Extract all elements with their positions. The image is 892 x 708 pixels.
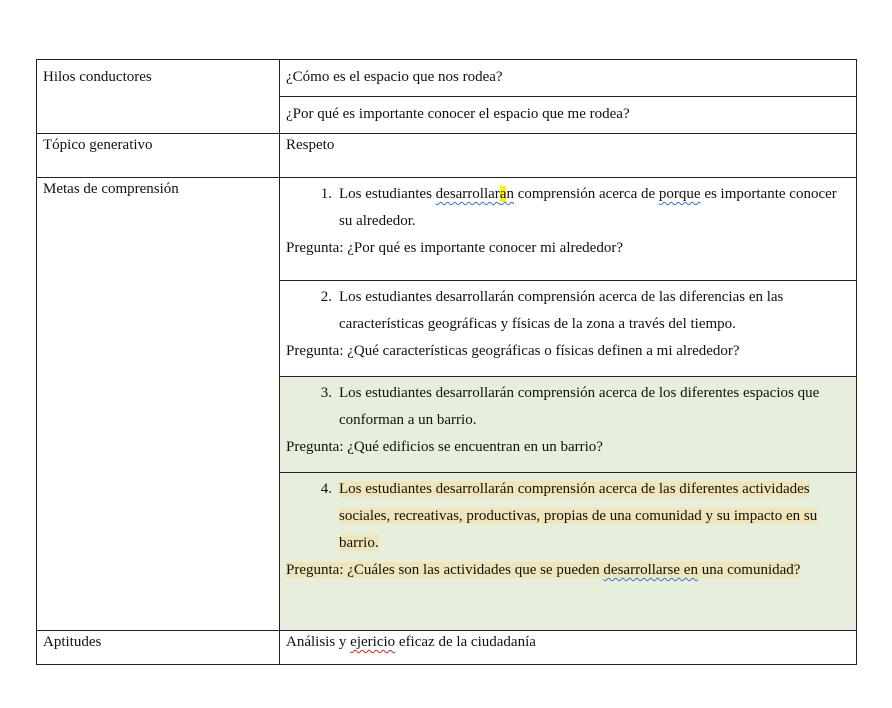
- aptitudes-spell-flag: ejericio: [350, 634, 396, 650]
- aptitudes-value-cell: [280, 631, 857, 665]
- meta-2-question-prefix: Pregunta:: [286, 343, 348, 359]
- topico-label-cell: [37, 134, 280, 178]
- topico-value: Respeto: [286, 137, 335, 153]
- meta-4-cell: [280, 473, 857, 631]
- hilos-q2-cell: [280, 97, 857, 134]
- topico-value-cell: [280, 134, 857, 178]
- meta-3-question-text: ¿Qué edificios se encuentran en un barrio?: [347, 439, 603, 455]
- meta-2-question-text: ¿Qué características geográficas o físicas definen a mi alrededor?: [347, 343, 740, 359]
- meta-1-text-part: es importante conocer su alrededor.: [339, 186, 837, 229]
- aptitudes-value-part-end: eficaz de la ciudadanía: [395, 634, 536, 650]
- meta-1-number: 1.: [320, 186, 332, 202]
- meta-4-text-wrap: [339, 476, 850, 557]
- curriculum-table: [36, 59, 857, 665]
- meta-3-cell: [280, 377, 857, 473]
- meta-2-cell: [280, 281, 857, 377]
- hilos-label: Hilos conductores: [43, 69, 152, 85]
- metas-label-cell: [37, 178, 280, 631]
- meta-3-number: 3.: [320, 385, 332, 401]
- meta-1-text: [339, 181, 850, 235]
- meta-1-text-spell-flag: desarrollar: [435, 186, 500, 202]
- meta-4-question-part-end: una comunidad?: [697, 562, 801, 578]
- hilos-label-cell: [37, 60, 280, 134]
- metas-row-1: [37, 178, 857, 281]
- meta-4-question-spell-flag: desarrollarse en: [603, 562, 698, 578]
- topico-row: [37, 134, 857, 178]
- hilos-question-2: ¿Por qué es importante conocer el espacio que me rodea?: [286, 106, 630, 122]
- hilos-row-1: [37, 60, 857, 97]
- meta-1-question: [286, 235, 850, 262]
- meta-4-question-part: Pregunta: ¿Cuáles son las actividades que se pueden: [286, 562, 604, 578]
- topico-label: Tópico generativo: [43, 137, 153, 153]
- hilos-q1-cell: [280, 60, 857, 97]
- meta-4-text: Los estudiantes desarrollarán comprensión acerca de las diferentes actividades sociales, recreativas, productivas, propias de una comunidad y su impacto en su barrio.: [339, 481, 818, 551]
- meta-1-question-text: ¿Por qué es importante conocer mi alrededor?: [347, 240, 623, 256]
- metas-label: Metas de comprensión: [43, 181, 179, 197]
- meta-2-question: [286, 338, 850, 365]
- aptitudes-label-cell: [37, 631, 280, 665]
- meta-3-question: [286, 434, 850, 461]
- aptitudes-value-part: Análisis y: [286, 634, 351, 650]
- meta-1-text-part: Los estudiantes: [339, 186, 436, 202]
- hilos-question-1: ¿Cómo es el espacio que nos rodea?: [286, 69, 503, 85]
- meta-4-item: [286, 476, 850, 557]
- meta-1-item: [286, 181, 850, 235]
- meta-2-text: Los estudiantes desarrollarán comprensión acerca de las diferencias en las características geográficas y físicas de la zona a través del tiempo.: [339, 289, 784, 332]
- meta-1-text-spell-flag-end: n: [506, 186, 514, 202]
- meta-3-item: [286, 380, 850, 434]
- meta-1-text-highlighted-letter: a: [499, 186, 507, 202]
- meta-1-cell: [280, 178, 857, 281]
- meta-1-text-spell-flag-porque: porque: [658, 186, 701, 202]
- meta-4-question: [286, 557, 850, 584]
- meta-3-text: Los estudiantes desarrollarán comprensión acerca de los diferentes espacios que conforman a un barrio.: [339, 385, 820, 428]
- aptitudes-label: Aptitudes: [43, 634, 102, 650]
- meta-3-question-prefix: Pregunta:: [286, 439, 348, 455]
- meta-1-text-part: comprensión acerca de: [513, 186, 659, 202]
- meta-4-number: 4.: [320, 481, 332, 497]
- aptitudes-value: [286, 634, 536, 650]
- meta-2-number: 2.: [320, 289, 332, 305]
- aptitudes-row: [37, 631, 857, 665]
- meta-1-question-prefix: Pregunta:: [286, 240, 348, 256]
- meta-2-item: [286, 284, 850, 338]
